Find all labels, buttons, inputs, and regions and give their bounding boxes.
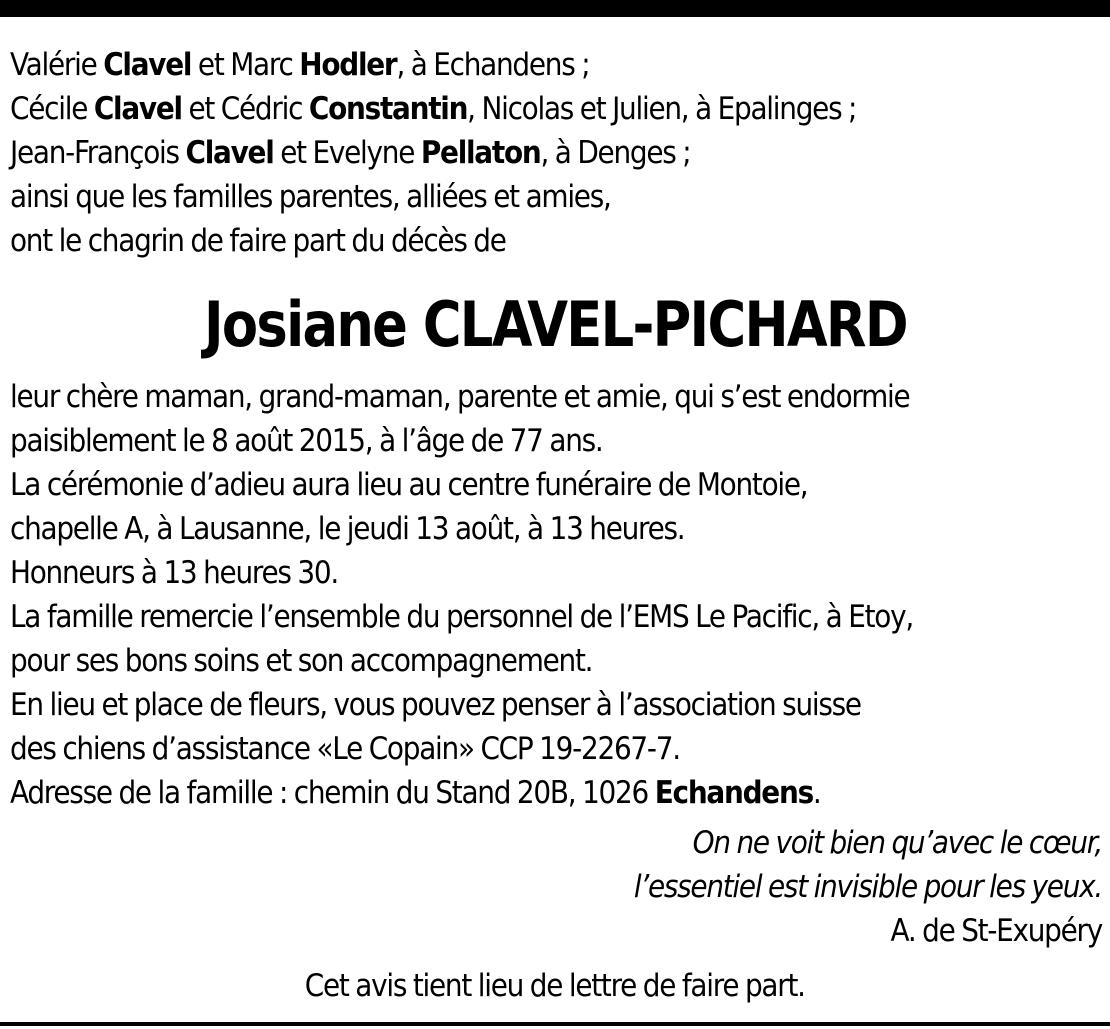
family-surname: Hodler — [299, 47, 397, 83]
family-surname: Constantin — [308, 91, 468, 127]
allies-line: ainsi que les familles parentes, alliées et amies, — [10, 179, 611, 215]
family-text: Jean-François — [10, 135, 186, 171]
family-text: et Evelyne — [273, 135, 421, 171]
bottom-border-rule — [0, 1022, 1110, 1026]
closing-note — [0, 964, 1110, 1008]
message-line: La cérémonie d’adieu aura lieu au centre funéraire de Montoie, — [10, 467, 808, 503]
family-surname: Clavel — [93, 91, 182, 127]
message-line: La famille remercie l’ensemble du personnel de l’EMS Le Pacific, à Etoy, — [10, 599, 913, 635]
message-line: paisiblement le 8 août 2015, à l’âge de 77 ans. — [10, 423, 603, 459]
quote-line: On ne voit bien qu’avec le cœur, — [692, 825, 1102, 861]
family-address — [10, 771, 996, 815]
family-text: , à Echandens ; — [396, 47, 590, 83]
family-text: et Cédric — [181, 91, 309, 127]
announce-line: ont le chagrin de faire part du décès de — [10, 223, 506, 259]
family-text: , Nicolas et Julien, à Epalinges ; — [467, 91, 857, 127]
obituary-message — [10, 375, 996, 815]
family-list — [10, 43, 996, 263]
message-line: En lieu et place de fleurs, vous pouvez penser à l’association suisse — [10, 687, 861, 723]
deceased-name: Josiane CLAVEL-PICHARD — [203, 288, 907, 361]
quote-author: A. de St-Exupéry — [890, 913, 1102, 949]
family-surname: Clavel — [185, 135, 274, 171]
address-text: Adresse de la famille : chemin du Stand 20B, 1026 — [10, 775, 655, 811]
family-line-3 — [10, 131, 996, 175]
family-text: , à Denges ; — [540, 135, 691, 171]
epigraph-quote — [472, 821, 1102, 953]
family-surname: Clavel — [103, 47, 192, 83]
message-line: leur chère maman, grand-maman, parente et amie, qui s’est endormie — [10, 379, 910, 415]
address-text: . — [812, 775, 821, 811]
quote-line: l’essentiel est invisible pour les yeux. — [633, 869, 1102, 905]
top-border-rule — [0, 0, 1110, 17]
message-line: pour ses bons soins et son accompagnement. — [10, 643, 593, 679]
deceased-name-heading — [0, 290, 1110, 360]
family-surname: Pellaton — [420, 135, 541, 171]
family-line-1 — [10, 43, 996, 87]
family-text: Cécile — [10, 91, 94, 127]
family-text: Valérie — [10, 47, 104, 83]
closing-text: Cet avis tient lieu de lettre de faire part. — [305, 968, 805, 1004]
family-line-2 — [10, 87, 996, 131]
message-line: des chiens d’assistance «Le Copain» CCP 19-2267-7. — [10, 731, 680, 767]
message-line: Honneurs à 13 heures 30. — [10, 555, 338, 591]
message-line: chapelle A, à Lausanne, le jeudi 13 août, à 13 heures. — [10, 511, 685, 547]
family-text: et Marc — [191, 47, 300, 83]
address-city: Echandens — [654, 775, 813, 811]
